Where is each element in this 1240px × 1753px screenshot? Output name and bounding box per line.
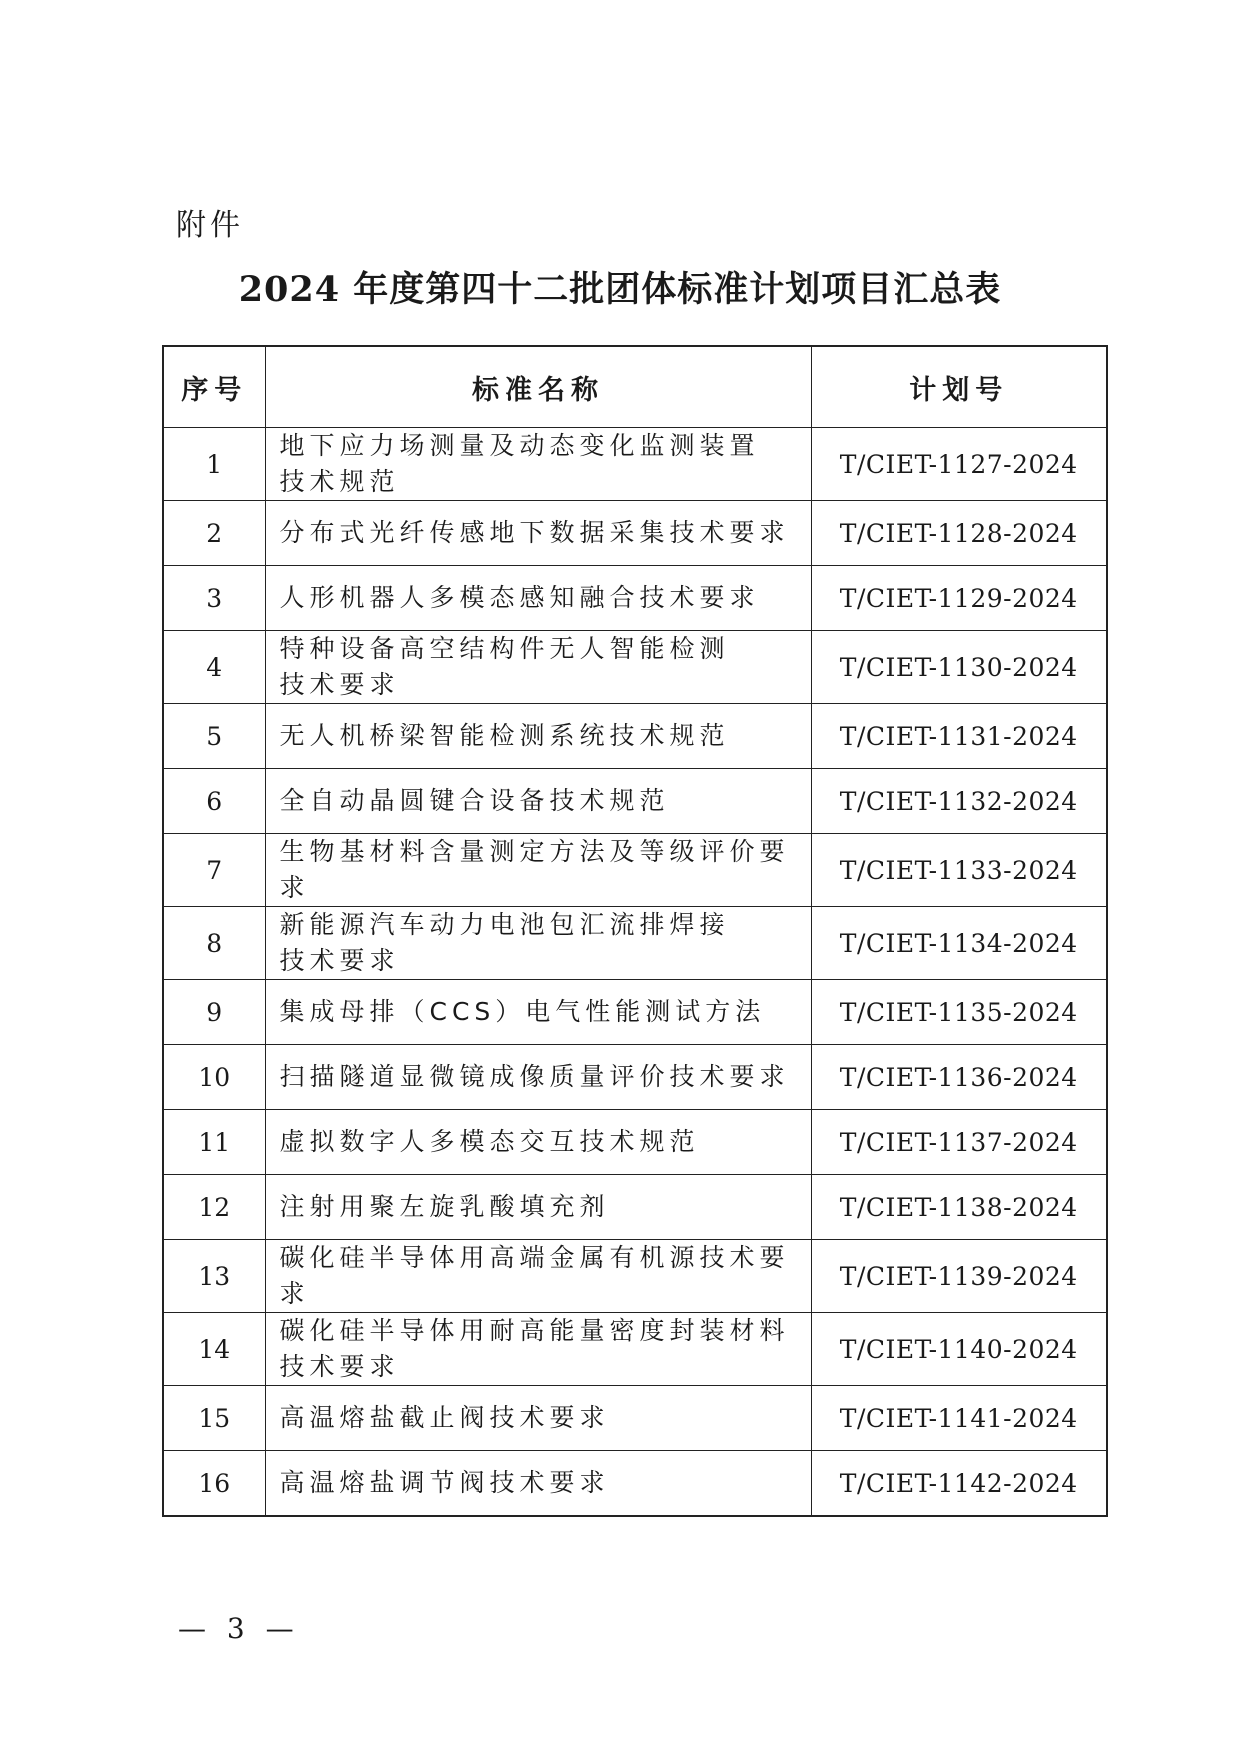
cell-seq: 8 xyxy=(163,907,265,980)
cell-seq: 2 xyxy=(163,501,265,566)
cell-seq: 6 xyxy=(163,769,265,834)
cell-plan-no: T/CIET-1141-2024 xyxy=(811,1386,1107,1451)
table-row xyxy=(163,1175,1107,1240)
cell-plan-no: T/CIET-1134-2024 xyxy=(811,907,1107,980)
cell-seq: 16 xyxy=(163,1451,265,1517)
page-number: — 3 — xyxy=(178,1612,300,1645)
cell-plan-no: T/CIET-1133-2024 xyxy=(811,834,1107,907)
cell-standard-name: 无人机桥梁智能检测系统技术规范 xyxy=(265,704,811,769)
cell-plan-no: T/CIET-1131-2024 xyxy=(811,704,1107,769)
cell-seq: 14 xyxy=(163,1313,265,1386)
attachment-label: 附件 xyxy=(176,208,244,243)
document-title: 2024 年度第四十二批团体标准计划项目汇总表 xyxy=(238,269,1002,310)
cell-standard-name: 人形机器人多模态感知融合技术要求 xyxy=(265,566,811,631)
cell-standard-name: 全自动晶圆键合设备技术规范 xyxy=(265,769,811,834)
cell-plan-no: T/CIET-1128-2024 xyxy=(811,501,1107,566)
table-header-row xyxy=(163,346,1107,428)
table-row xyxy=(163,1313,1107,1386)
table-row xyxy=(163,1240,1107,1313)
table-row xyxy=(163,1045,1107,1110)
cell-standard-name: 虚拟数字人多模态交互技术规范 xyxy=(265,1110,811,1175)
cell-standard-name: 集成母排（CCS）电气性能测试方法 xyxy=(265,980,811,1045)
cell-standard-name: 地下应力场测量及动态变化监测装置 技术规范 xyxy=(265,428,811,501)
table-row xyxy=(163,834,1107,907)
cell-seq: 1 xyxy=(163,428,265,501)
cell-plan-no: T/CIET-1132-2024 xyxy=(811,769,1107,834)
cell-plan-no: T/CIET-1130-2024 xyxy=(811,631,1107,704)
header-seq: 序号 xyxy=(163,346,265,428)
cell-seq: 4 xyxy=(163,631,265,704)
cell-standard-name: 特种设备高空结构件无人智能检测 技术要求 xyxy=(265,631,811,704)
cell-seq: 10 xyxy=(163,1045,265,1110)
cell-plan-no: T/CIET-1129-2024 xyxy=(811,566,1107,631)
cell-plan-no: T/CIET-1138-2024 xyxy=(811,1175,1107,1240)
cell-seq: 13 xyxy=(163,1240,265,1313)
header-plan-no: 计划号 xyxy=(811,346,1107,428)
cell-plan-no: T/CIET-1135-2024 xyxy=(811,980,1107,1045)
cell-seq: 7 xyxy=(163,834,265,907)
table-row xyxy=(163,428,1107,501)
cell-plan-no: T/CIET-1139-2024 xyxy=(811,1240,1107,1313)
table-row xyxy=(163,907,1107,980)
table-row xyxy=(163,704,1107,769)
cell-seq: 3 xyxy=(163,566,265,631)
table-row xyxy=(163,1386,1107,1451)
table-row xyxy=(163,1451,1107,1517)
cell-standard-name: 碳化硅半导体用高端金属有机源技术要求 xyxy=(265,1240,811,1313)
cell-standard-name: 扫描隧道显微镜成像质量评价技术要求 xyxy=(265,1045,811,1110)
cell-plan-no: T/CIET-1127-2024 xyxy=(811,428,1107,501)
table-row xyxy=(163,501,1107,566)
cell-plan-no: T/CIET-1140-2024 xyxy=(811,1313,1107,1386)
cell-standard-name: 生物基材料含量测定方法及等级评价要求 xyxy=(265,834,811,907)
cell-seq: 11 xyxy=(163,1110,265,1175)
header-name: 标准名称 xyxy=(265,346,811,428)
standards-plan-table xyxy=(162,345,1108,1517)
cell-standard-name: 新能源汽车动力电池包汇流排焊接 技术要求 xyxy=(265,907,811,980)
table-row xyxy=(163,769,1107,834)
table-row xyxy=(163,566,1107,631)
cell-plan-no: T/CIET-1136-2024 xyxy=(811,1045,1107,1110)
cell-standard-name: 高温熔盐调节阀技术要求 xyxy=(265,1451,811,1517)
cell-standard-name: 分布式光纤传感地下数据采集技术要求 xyxy=(265,501,811,566)
cell-seq: 9 xyxy=(163,980,265,1045)
cell-plan-no: T/CIET-1137-2024 xyxy=(811,1110,1107,1175)
cell-standard-name: 高温熔盐截止阀技术要求 xyxy=(265,1386,811,1451)
cell-seq: 12 xyxy=(163,1175,265,1240)
table-row xyxy=(163,1110,1107,1175)
cell-seq: 15 xyxy=(163,1386,265,1451)
cell-seq: 5 xyxy=(163,704,265,769)
cell-plan-no: T/CIET-1142-2024 xyxy=(811,1451,1107,1517)
table-row xyxy=(163,980,1107,1045)
cell-standard-name: 注射用聚左旋乳酸填充剂 xyxy=(265,1175,811,1240)
table-row xyxy=(163,631,1107,704)
cell-standard-name: 碳化硅半导体用耐高能量密度封装材料 技术要求 xyxy=(265,1313,811,1386)
